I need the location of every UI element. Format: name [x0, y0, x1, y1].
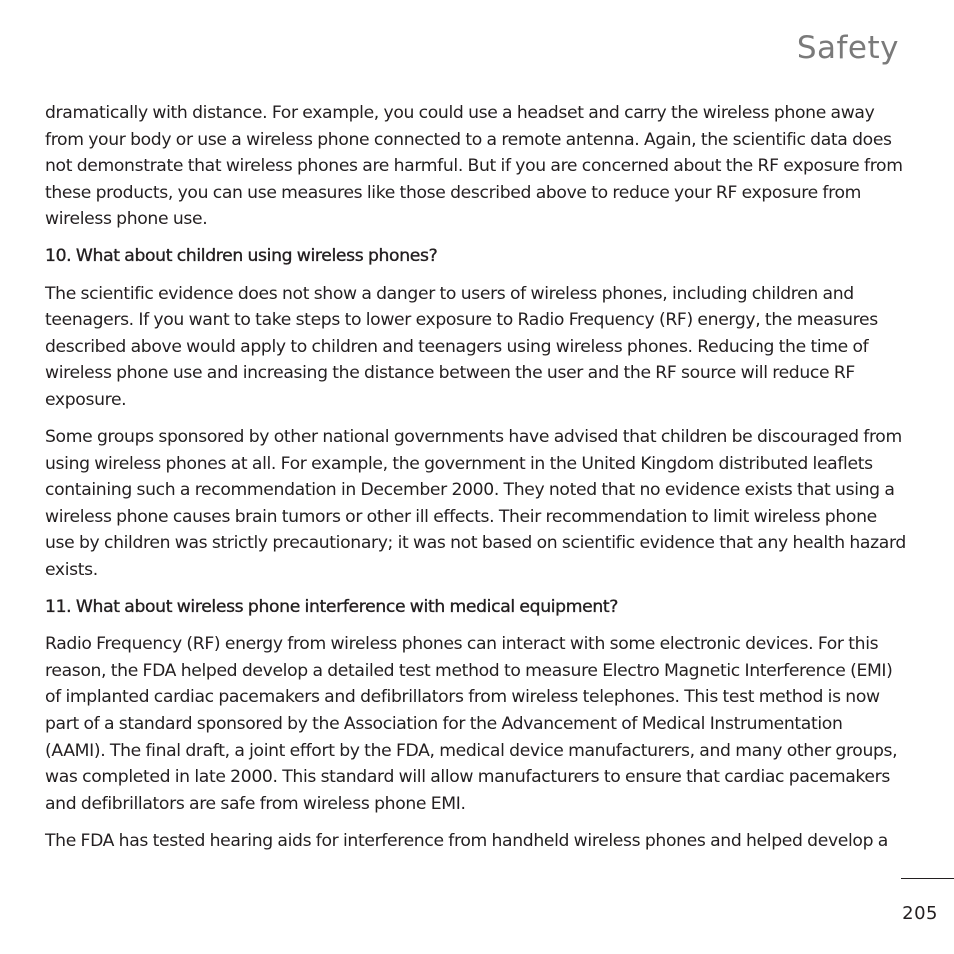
footer-divider — [901, 878, 954, 879]
section-title: Safety — [796, 30, 899, 66]
paragraph-emi-pacemakers: Radio Frequency (RF) energy from wireless phones can interact with some electronic devices. For this reason, the FDA helped develop a detailed test method to measure Electro Magnetic Interference (EMI) of implanted cardiac pacemakers and defibrillators from wireless telephones. This test method is now part of a standard sponsored by the Association for the Advancement of Medical Instrumentation (AAMI). The final draft, a joint effort by the FDA, medical device manufacturers, and many other groups, was completed in late 2000. This standard will allow manufacturers to ensure that cardiac pacemakers and defibrillators are safe from wireless phone EMI. — [45, 634, 898, 814]
paragraph-hearing-aids: The FDA has tested hearing aids for interference from handheld wireless phones and helped develop a — [45, 830, 888, 851]
paragraph-rf-distance: dramatically with distance. For example, you could use a headset and carry the wireless phone away from your body or use a wireless phone connected to a remote antenna. Again, the scientific data does not demonstrate that wireless phones are harmful. But if you are concerned about the RF exposure from these products, you can use measures like those described above to reduce your RF exposure from wireless phone use. — [45, 103, 903, 230]
heading-q10-children: 10. What about children using wireless phones? — [45, 246, 438, 267]
page-number: 205 — [902, 903, 938, 924]
paragraph-children-evidence: The scientific evidence does not show a danger to users of wireless phones, including children and teenagers. If you want to take steps to lower exposure to Radio Frequency (RF) energy, the measures described above would apply to children and teenagers using wireless phones. Reducing the time of wireless phone use and increasing the distance between the user and the RF source will reduce RF exposure. — [45, 283, 878, 410]
heading-q11-medical-equipment: 11. What about wireless phone interference with medical equipment? — [45, 597, 619, 618]
paragraph-uk-recommendation: Some groups sponsored by other national governments have advised that children be discouraged from using wireless phones at all. For example, the government in the United Kingdom distributed leaflets containing such a recommendation in December 2000. They noted that no evidence exists that using a wireless phone causes brain tumors or other ill effects. Their recommendation to limit wireless phone use by children was strictly precautionary; it was not based on scientific evidence that any health hazard exists. — [45, 427, 906, 580]
document-body — [45, 100, 907, 865]
